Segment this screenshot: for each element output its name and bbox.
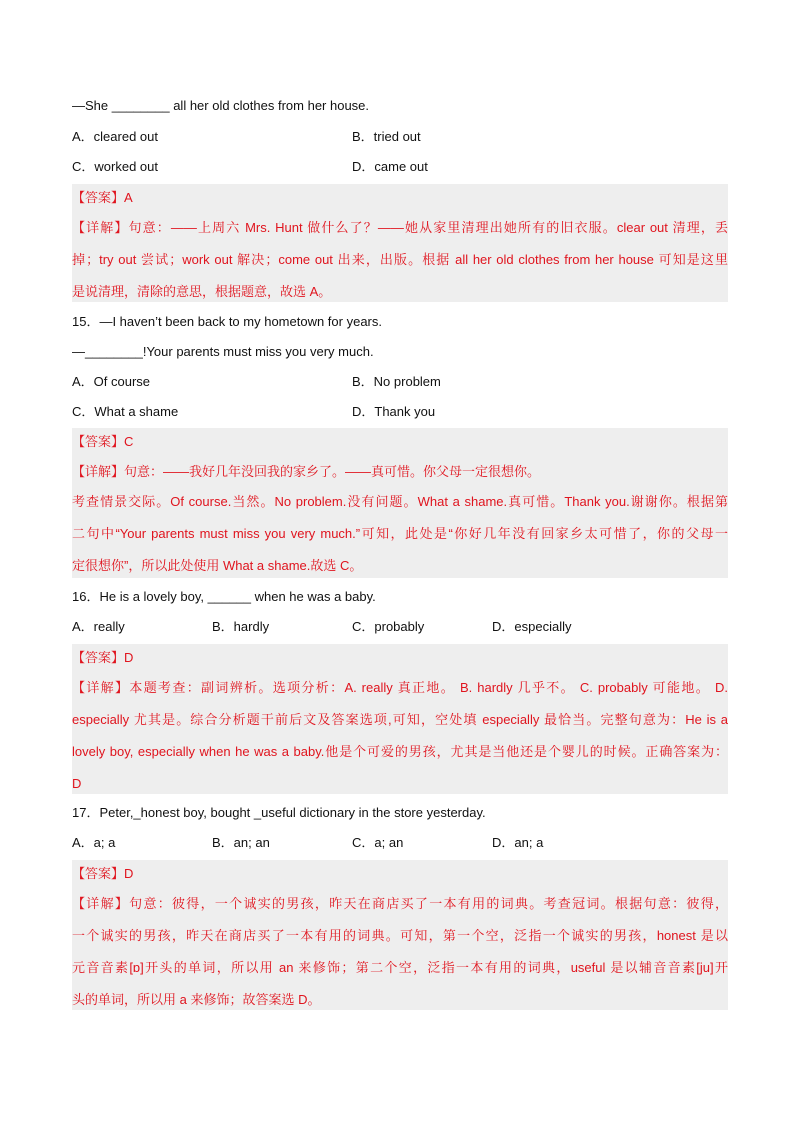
q17-detail-line: 元音音素[ɒ]开头的单词，所以用 an 来修饰；第二个空，泛指一本有用的词典，useful 是以辅音音素[ju]开 (72, 960, 728, 975)
q14-detail-line: 【详解】句意：——上周六 Mrs. Hunt 做什么了？——她从家里清理出她所有的旧衣服。clear out 清理，丢 (72, 220, 728, 235)
q17-option-a: A．a; a (72, 835, 116, 850)
q17-answer-block (72, 860, 728, 1010)
q14-answer-block (72, 184, 728, 302)
q16-answer: 【答案】D (72, 650, 134, 665)
q17-option-d: D．an; a (492, 835, 544, 850)
q16-option-a: A．really (72, 619, 125, 634)
q17-stem: 17．Peter,_honest boy, bought _useful dictionary in the store yesterday. (72, 805, 486, 820)
q14-option-a: A．cleared out (72, 129, 158, 144)
q15-stem: 15．—I haven’t been back to my hometown for years. (72, 314, 382, 329)
q15-option-b: B．No problem (352, 374, 441, 389)
q16-option-c: C．probably (352, 619, 425, 634)
q17-detail-line: 一个诚实的男孩，昨天在商店买了一本有用的词典。可知，第一个空，泛指一个诚实的男孩，honest 是以 (72, 928, 728, 943)
q14-answer: 【答案】A (72, 190, 133, 205)
q16-answer-block (72, 644, 728, 794)
q17-answer: 【答案】D (72, 866, 134, 881)
q14-option-d: D．came out (352, 159, 428, 174)
q17-option-b: B．an; an (212, 835, 270, 850)
q15-detail-line: 定很想你”，所以此处使用 What a shame.故选 C。 (72, 558, 363, 573)
q16-detail-line: D (72, 776, 82, 791)
q17-detail-line: 【详解】句意：彼得，一个诚实的男孩，昨天在商店买了一本有用的词典。考查冠词。根据句意：彼得， (72, 896, 728, 911)
q16-stem: 16．He is a lovely boy, ______ when he was a baby. (72, 589, 376, 604)
q14-stem: —She ________ all her old clothes from her house. (72, 98, 370, 113)
q16-option-d: D．especially (492, 619, 572, 634)
q16-option-b: B．hardly (212, 619, 270, 634)
q15-detail-line: 考查情景交际。Of course.当然。No problem.没有问题。What a shame.真可惜。Thank you.谢谢你。根据第 (72, 494, 728, 509)
q16-detail-line: 【详解】本题考查：副词辨析。选项分析：A. really 真正地。 B. hardly 几乎不。 C. probably 可能地。 D. (72, 680, 728, 695)
q15-option-a: A．Of course (72, 374, 151, 389)
q14-detail-line: 掉；try out 尝试；work out 解决；come out 出来，出版。根据 all her old clothes from her house 可知是这里 (72, 252, 728, 267)
q17-option-c: C．a; an (352, 835, 404, 850)
q17-detail-line: 头的单词，所以用 a 来修饰；故答案选 D。 (72, 992, 321, 1007)
q15-stem-reply: —________!Your parents must miss you very much. (72, 344, 374, 359)
q15-answer-block (72, 428, 728, 578)
q15-option-c: C．What a shame (72, 404, 179, 419)
q15-option-d: D．Thank you (352, 404, 436, 419)
q15-answer: 【答案】C (72, 434, 134, 449)
q15-detail-line: 【详解】句意：——我好几年没回我的家乡了。——真可惜。你父母一定很想你。 (72, 464, 541, 479)
q16-detail-line: lovely boy, especially when he was a baby.他是个可爱的男孩，尤其是当他还是个婴儿的时候。正确答案为： (72, 744, 728, 759)
q14-option-c: C．worked out (72, 159, 158, 174)
q14-detail-line: 是说清理，清除的意思，根据题意，故选 A。 (72, 284, 332, 299)
q14-option-b: B．tried out (352, 129, 421, 144)
q16-detail-line: especially 尤其是。综合分析题干前后文及答案选项,可知，空处填 especially 最恰当。完整句意为：He is a (72, 712, 728, 727)
q15-detail-line: 二句中“Your parents must miss you very much.”可知，此处是“你好几年没有回家乡太可惜了，你的父母一 (72, 526, 728, 541)
